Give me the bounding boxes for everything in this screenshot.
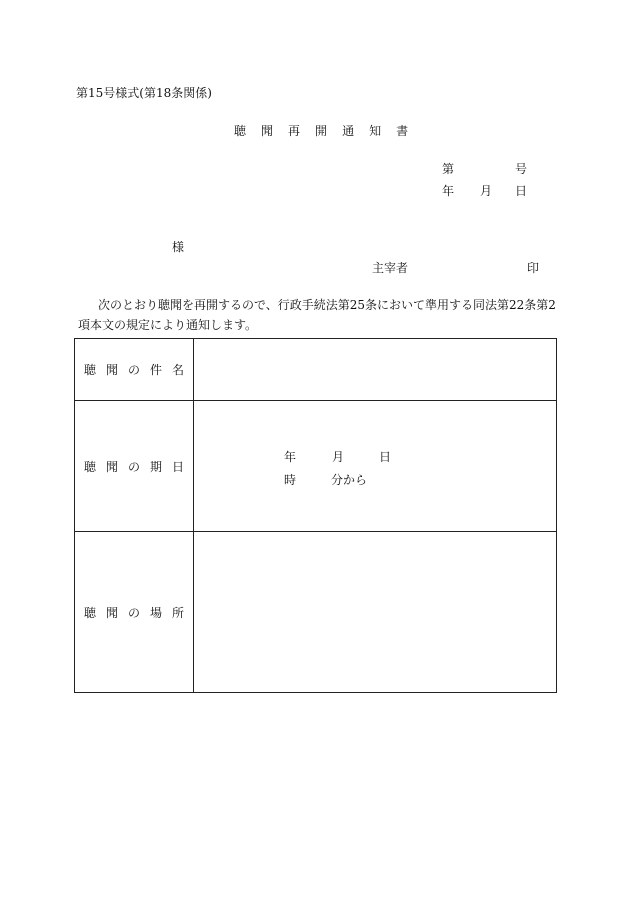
- title-char: 知: [369, 124, 382, 138]
- notice-table: [74, 338, 557, 693]
- header-day: 日: [515, 184, 528, 198]
- time-hour: 時: [284, 473, 297, 487]
- time-minute-from: 分から: [331, 473, 368, 487]
- date-day: 日: [379, 450, 392, 464]
- form-number: 第15号様式(第18条関係): [76, 86, 212, 100]
- date-month: 月: [332, 450, 345, 464]
- hearing-date-label: 聴 聞 の 期 日: [75, 401, 194, 532]
- title-char: 書: [396, 124, 409, 138]
- table-row: [75, 401, 557, 532]
- hearing-subject-label: 聴 聞 の 件 名: [75, 339, 194, 401]
- table-row: [75, 339, 557, 401]
- title-char: 再: [288, 124, 301, 138]
- hearing-place-field[interactable]: [194, 532, 557, 693]
- number-prefix: 第: [442, 162, 455, 176]
- hearing-place-label: 聴 聞 の 場 所: [75, 532, 194, 693]
- seal-mark: 印: [527, 261, 540, 275]
- header-month: 月: [480, 184, 493, 198]
- table-row: [75, 532, 557, 693]
- recipient-suffix: 様: [172, 240, 185, 254]
- title-char: 開: [315, 124, 328, 138]
- number-suffix: 号: [515, 162, 528, 176]
- header-year: 年: [442, 184, 455, 198]
- hearing-date-field[interactable]: [194, 401, 557, 532]
- date-year: 年: [284, 450, 297, 464]
- body-text-line2: 項本文の規定により通知します。: [78, 318, 258, 332]
- title-char: 聴: [234, 124, 247, 138]
- hearing-subject-field[interactable]: [194, 339, 557, 401]
- document-title: [234, 122, 423, 139]
- title-char: 通: [342, 124, 355, 138]
- body-text-line1: 次のとおり聴聞を再開するので、行政手続法第25条において準用する同法第22条第2: [98, 298, 556, 312]
- title-char: 聞: [261, 124, 274, 138]
- organizer-label: 主宰者: [372, 261, 409, 275]
